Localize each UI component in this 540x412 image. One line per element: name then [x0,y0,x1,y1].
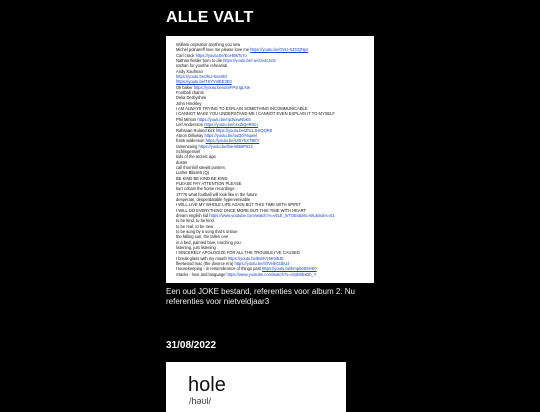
document-line-text: I break glass with my mouth [176,255,228,261]
document-line-text: to be sung by a song that's untrue [176,229,238,235]
document-link[interactable]: https://www.youtube.com/watch?v=v61E_lVTOEs&list=WL&index=51 [209,213,335,218]
dictionary-word: hole [188,374,226,396]
document-link[interactable]: https://youtu.be/ouQ0Y6qwel [204,132,258,138]
document-link[interactable]: https://youtu.be/EoHl0kTo7o [195,52,247,58]
document-line-text: Andy Kaufman [176,68,203,74]
document-line-text: Luther Blissett (Q) [176,170,209,176]
document-link[interactable]: https://youtu.be/np3vxwNbK6 [197,116,251,122]
document-link[interactable]: https://youtu.be/OVU-SZGQNps [250,47,309,53]
document-line [176,272,368,277]
document-link[interactable]: https://youtu.be/BmKY5K0i5JE [227,255,284,261]
document-line-text: I SINCERELY APOLOGIZE FOR ALL THE TROUBLE I'VE CAUSED [176,250,300,256]
document-line-text: I AM ALWAYS TRYING TO EXPLAIN SOMETHING INCOMMUNICABLE [176,106,308,112]
document-link[interactable]: https://youtu.be/rOVeleCDbU4 [234,261,290,267]
document-line-text: dream english kid [176,213,210,218]
document-line-text: 17776 what football will look like in the future [176,191,258,197]
document-line-text: Schlingensief [176,148,201,154]
document-line-text: to be real, to be new [176,223,214,229]
document-line-text: Nathan fielder born to die [176,58,224,64]
document-link[interactable]: https://youtu.be/bw-9558F613 [198,143,253,149]
document-line-text: Housekeeping - in remembrance of things past [176,266,263,272]
document-line-text: nathan for you/the rehearsal [176,63,228,69]
document-line-text: I CANNOT MAKE YOU UNDERSTAND ME I CANNOT EVEN EXPLAIN IT TO MYSELF [176,111,335,117]
document-text [176,42,368,277]
post-date[interactable]: 31/08/2022 [166,340,217,351]
document-link[interactable]: https://youtu.be/oSvFPsrIgLXw [193,84,250,90]
document-link[interactable]: https://youtu.be/TSYVnlEE3E0 [176,79,232,85]
post-document-image[interactable] [166,36,374,283]
document-line-text: Delia Derbyshire [176,95,207,101]
document-line-text: John Hinckley [176,100,202,106]
document-line-text: Carl crack [176,52,196,58]
blog-title[interactable]: ALLE VALT [166,9,254,26]
document-line-text: kids of the atomic age [176,154,216,160]
document-link[interactable]: https://youtu.be/Ur5YbXTBtfY [205,138,260,144]
document-line-text: duster [176,159,188,165]
document-line-text: Aaron Dilloway [176,132,205,138]
document-line-text: listening, just listening [176,245,216,251]
document-line-text: in a bed, painted blue, touching you [176,239,241,245]
document-line-text: ramenzaing [176,143,199,149]
document-line-text: William onyeabor anything you sew [176,42,241,47]
document-line-text: Rahsaan Roland Kirk [176,127,216,133]
document-line-text: kurt cobain the home recordings [176,186,235,192]
document-link[interactable]: https://youtu.be/ZhzLJHrQQR8 [215,127,273,133]
document-line-text: the falling sun, the fallen one [176,234,229,240]
document-line-text: to be kind, to be kind [176,218,214,224]
document-line-text: I WILL LIVE MY WHOLE LIFE AGAIN BUT THIS TIME WITH SPIRIT [176,202,301,208]
document-line-text: fleetwood mac (the divorce era) [176,261,235,267]
document-link[interactable]: https://youtu.be/c4xZiQeRNLI [204,122,258,128]
document-line-text: Ok baker [176,84,194,90]
document-line-text: Phil Minton [176,116,198,122]
document-link[interactable]: https://youtu.be/-aAOv4cJs3I [223,58,276,64]
document-line-text: Football chants [176,90,204,96]
document-line-text: desperate, desperdatable hypervenitable [176,196,251,202]
document-line-text: I WILL DO EVERYTHING ONCE MORE BUT THIS TIME WITH HEART [176,207,307,213]
dictionary-phonetic: /həʊl/ [189,396,212,406]
post-caption: Een oud JOKE bestand, referenties voor album 2. Nu referenties voor nietveldjaar3 [166,287,355,306]
document-line-text: Leif Andersson [176,122,205,128]
document-line-text: Michel polnareff love me please love me [176,47,251,53]
document-link[interactable]: https://youtu.be/bmpbe8SHK0 [262,266,317,272]
document-line-text: PLEASE PAY ATTENTION PLEASE [176,180,242,186]
document-line-text: BE KIND BE KIND BE KIND [176,175,228,181]
document-line-text: call thornhill stewitt posters [176,164,225,170]
document-line-text: Stacks - love and language [176,271,227,277]
document-link[interactable]: https://youtu.be/zkU-NevrlEI [176,74,227,80]
document-line-text: frank wallenson [176,138,206,144]
document-link[interactable]: https://www.youtube.com/watch?v=eSjKBbxDb_Y [226,271,317,277]
